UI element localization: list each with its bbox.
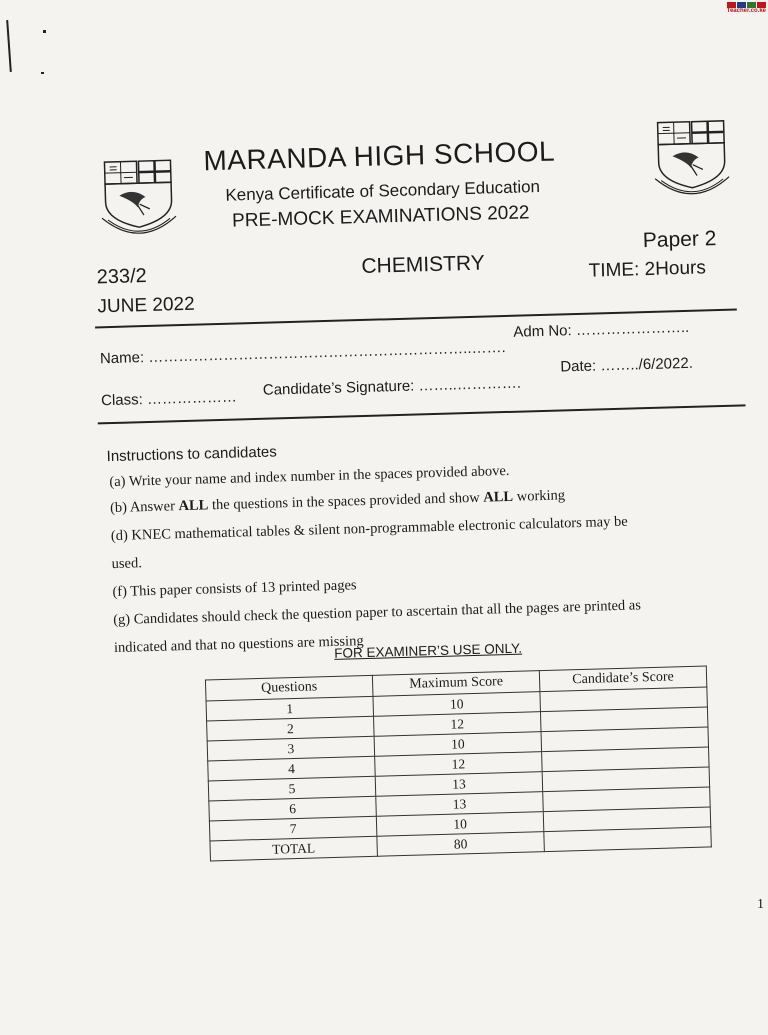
instruction-a: (a) Write your name and index number in the spaces provided above. [109,462,510,491]
column-header: Candidate’s Score [539,666,707,692]
score-table [205,665,712,861]
total-maximum-score: 80 [377,832,544,857]
exam-name: PRE-MOCK EXAMINATIONS 2022 [231,202,530,232]
page-number: 1 [757,897,764,912]
subject-code: 233/2 [96,264,148,289]
instruction-b-emphasis: ALL [483,488,514,506]
crest-icon [651,117,731,207]
school-crest-right [651,117,731,207]
instruction-b [110,487,565,517]
instruction-f: (f) This paper consists of 13 printed pages [112,577,357,601]
date-field[interactable]: Date: ……../6/2022. [560,354,694,376]
instruction-b-text: working [512,487,566,505]
maximum-score: 10 [373,692,540,717]
question-number: 6 [209,796,376,821]
column-header: Maximum Score [372,671,540,697]
site-name: Teacher.co.ke [726,8,766,14]
instruction-b-text: (b) Answer [109,498,179,517]
question-number: 5 [208,776,375,801]
crest-icon [98,156,178,246]
question-number: 7 [209,816,376,841]
instruction-g: (g) Candidates should check the question paper to ascertain that all the pages are printed as [113,597,642,629]
question-number: 1 [206,696,373,721]
column-header: Questions [205,675,373,701]
divider [98,404,746,424]
total-candidate-score[interactable] [544,827,711,852]
maximum-score: 13 [376,792,543,817]
examiner-use-heading: FOR EXAMINER’S USE ONLY. [334,640,523,661]
name-field[interactable]: Name: ………………………………………………………..……. [99,338,506,368]
instruction-b-emphasis: ALL [178,497,209,515]
maximum-score: 12 [374,712,541,737]
instruction-d-continued: used. [111,555,143,573]
maximum-score: 10 [374,732,541,757]
question-number: 4 [208,756,375,781]
maximum-score: 13 [375,772,542,797]
signature-field[interactable]: Candidate’s Signature: ……..…………. [262,374,522,399]
instructions-heading: Instructions to candidates [106,443,277,466]
subject-name: CHEMISTRY [361,251,486,278]
adm-no-field[interactable]: Adm No: ………………….. [513,318,690,341]
question-number: 3 [207,736,374,761]
instruction-b-text: the questions in the spaces provided and show [208,489,484,514]
total-label: TOTAL [210,836,377,861]
school-name: MARANDA HIGH SCHOOL [203,135,556,177]
instruction-d: (d) KNEC mathematical tables & silent non-programmable electronic calculators may be [110,513,628,545]
paper-number: Paper 2 [642,227,717,253]
question-number: 2 [207,716,374,741]
certificate-name: Kenya Certificate of Secondary Education [225,176,541,205]
instruction-g-continued: indicated and that no questions are missing [113,633,364,657]
exam-time: TIME: 2Hours [588,257,707,282]
school-crest-left [98,156,178,246]
maximum-score: 10 [376,812,543,837]
exam-month: JUNE 2022 [97,293,195,318]
maximum-score: 12 [375,752,542,777]
class-field[interactable]: Class: ……………… [100,388,238,410]
